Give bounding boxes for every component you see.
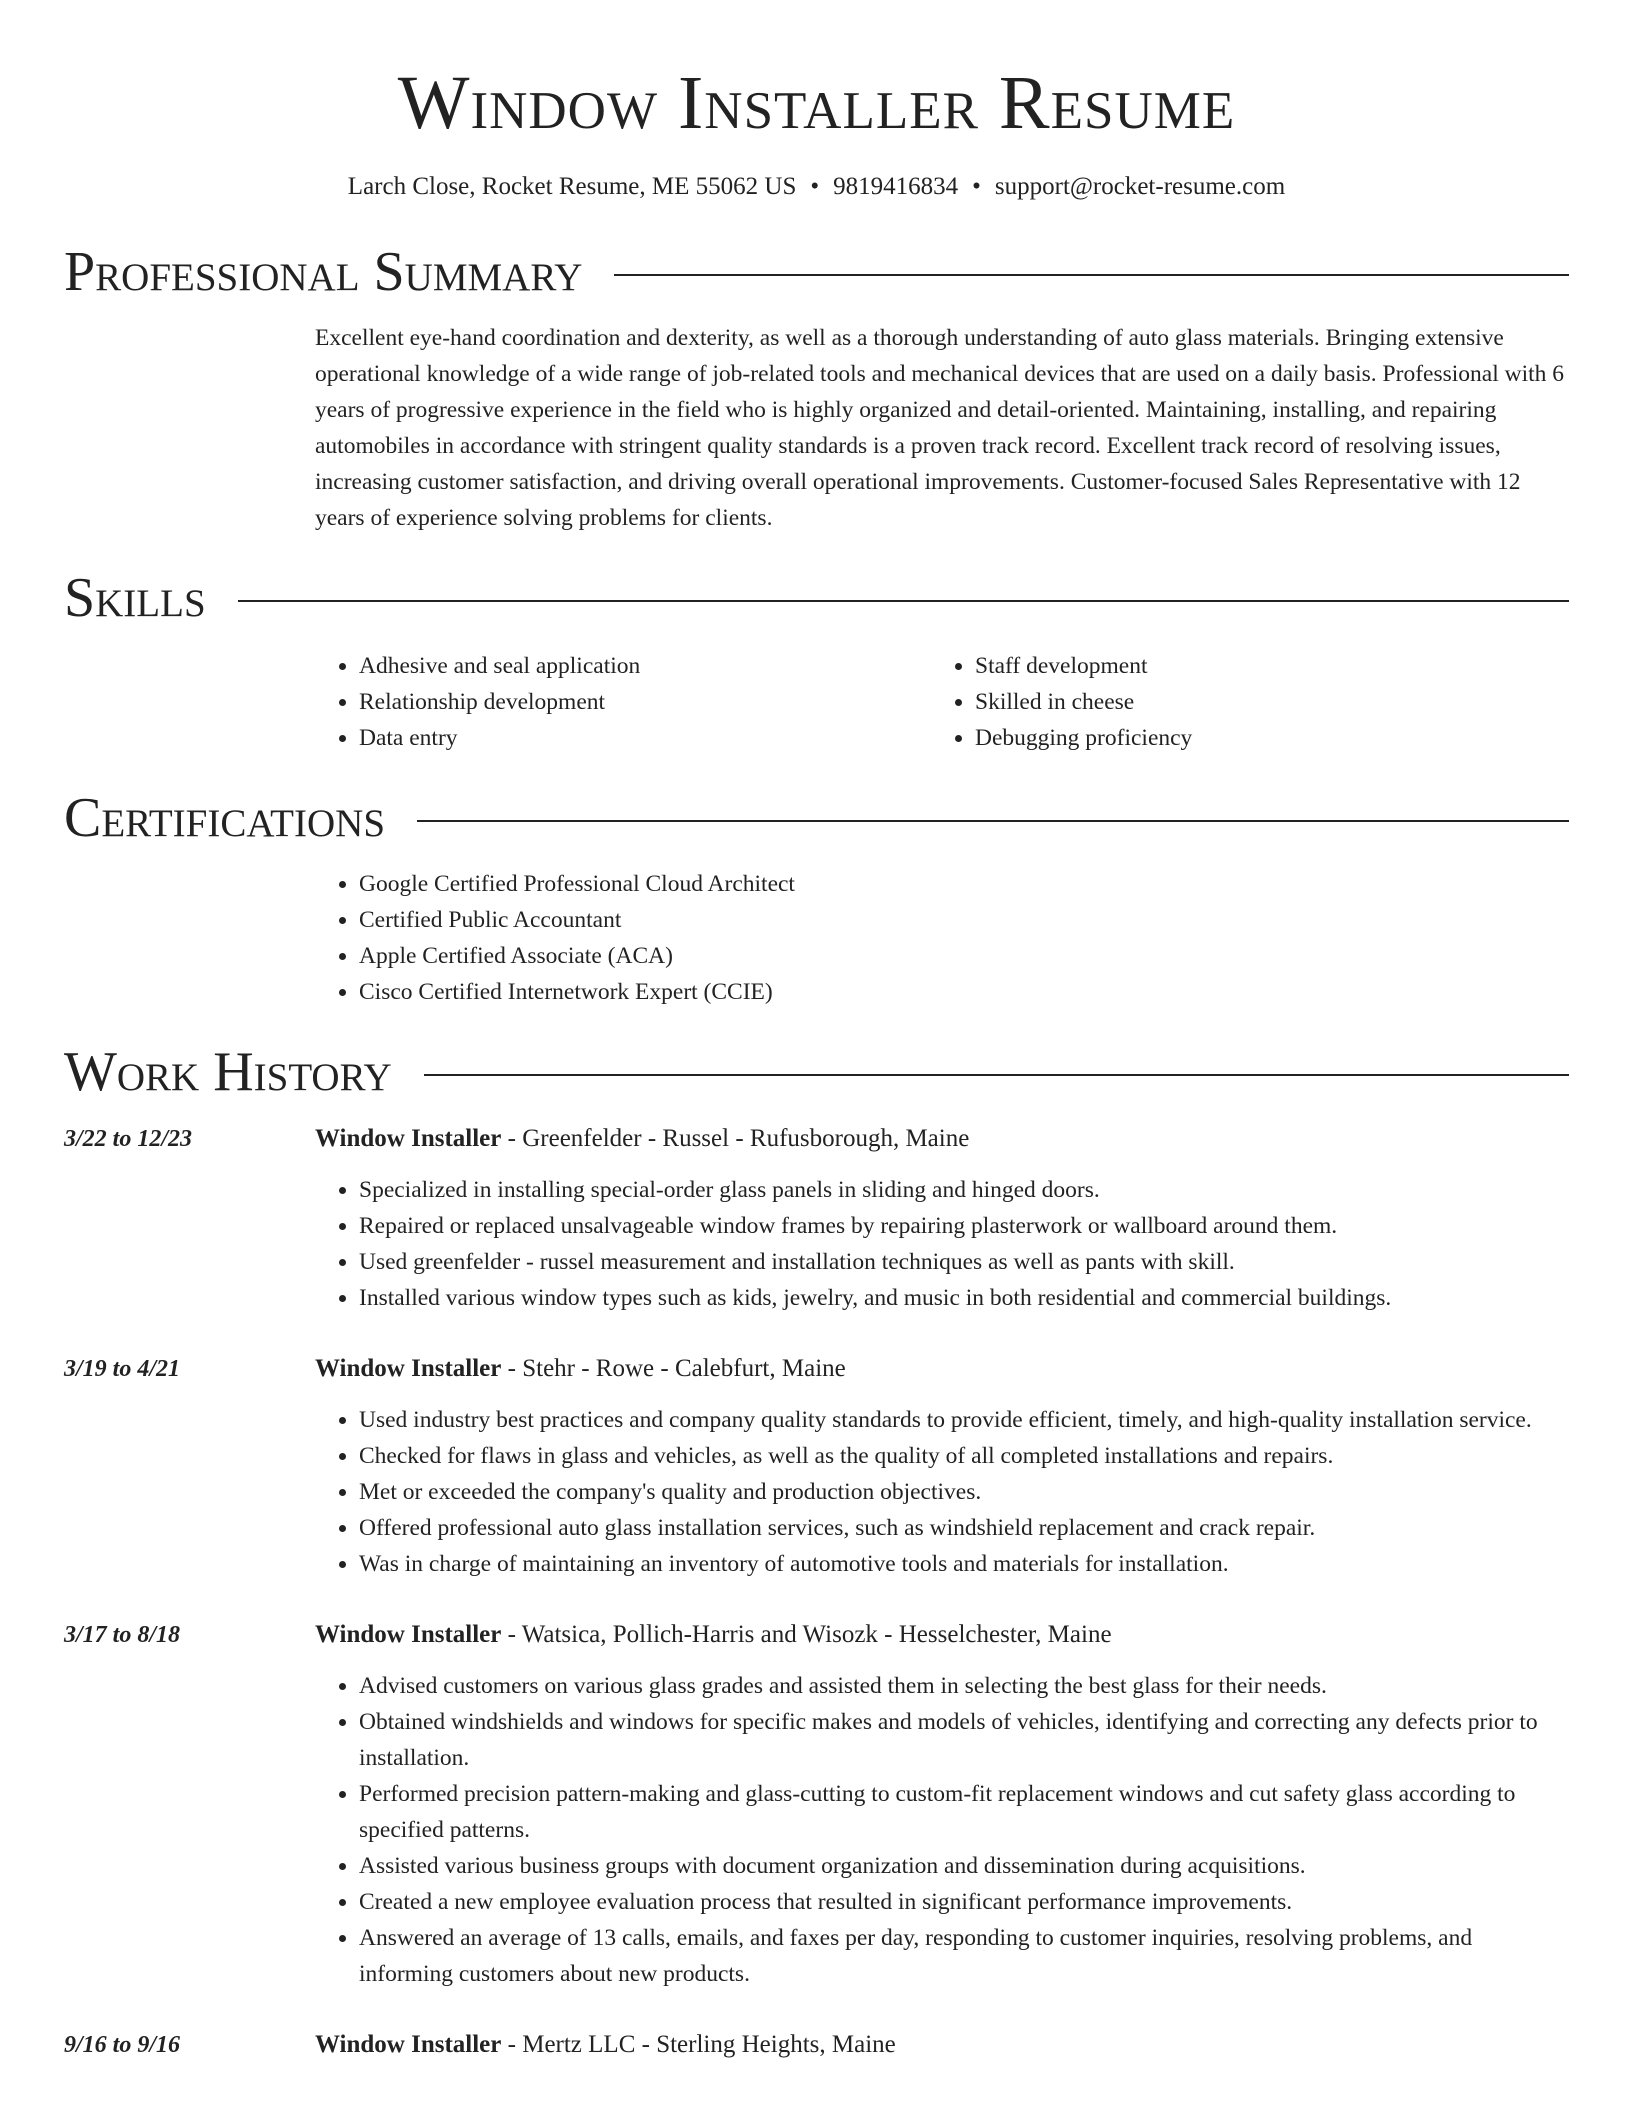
job-heading — [315, 1352, 1569, 1386]
contact-address: Larch Close, Rocket Resume, ME 55062 US — [347, 173, 797, 200]
job-dates: 3/17 to 8/18 — [64, 1622, 181, 1648]
job-entry — [64, 1618, 1569, 1992]
skill-item: • Relationship development — [359, 684, 931, 720]
skills-list — [315, 648, 1569, 756]
certifications-header — [64, 786, 1569, 850]
work-history-list — [64, 1122, 1569, 2062]
job-bullet: • Used greenfelder - russel measurement and installation techniques as well as pants with skill. — [359, 1244, 1569, 1280]
certifications-section-title: Certifications — [64, 787, 386, 849]
certifications-list — [315, 866, 1569, 1010]
summary-text: Excellent eye-hand coordination and dexterity, as well as a thorough understanding of auto glass materials. Bringing extensive operational knowledge of a wide range of job-related tools and mechanical devices that are used on a daily basis. Professional with 6 years of progressive experience in the field who is highly organized and detail-oriented. Maintaining, installing, and repairing automobiles in accordance with stringent quality standards is a proven track record. Excellent track record of resolving issues, increasing customer satisfaction, and driving overall operational improvements. Customer-focused Sales Representative with 12 years of experience solving problems for clients. — [315, 325, 1565, 531]
job-bullet: • Was in charge of maintaining an inventory of automotive tools and materials for installation. — [359, 1546, 1569, 1582]
job-bullet: • Checked for flaws in glass and vehicles, as well as the quality of all completed installations and repairs. — [359, 1438, 1569, 1474]
job-content — [315, 2028, 1569, 2062]
skill-item: • Debugging proficiency — [975, 720, 1547, 756]
certification-item: • Apple Certified Associate (ACA) — [359, 938, 1569, 974]
job-employer: - Greenfelder - Russel - Rufusborough, Maine — [501, 1125, 970, 1152]
job-employer: - Stehr - Rowe - Calebfurt, Maine — [501, 1355, 846, 1382]
job-heading — [315, 1618, 1569, 1652]
section-divider — [238, 600, 1569, 602]
certification-item: • Certified Public Accountant — [359, 902, 1569, 938]
skill-item: • Skilled in cheese — [975, 684, 1547, 720]
section-divider — [424, 1074, 1569, 1076]
job-bullet: • Created a new employee evaluation process that resulted in significant performance improvements. — [359, 1884, 1569, 1920]
job-bullet: • Answered an average of 13 calls, emails, and faxes per day, responding to customer inquiries, resolving problems, and informing customers about new products. — [359, 1920, 1569, 1992]
job-bullet: • Installed various window types such as kids, jewelry, and music in both residential and commercial buildings. — [359, 1280, 1569, 1316]
job-dates: 3/22 to 12/23 — [64, 1126, 193, 1152]
job-role: Window Installer — [315, 1125, 502, 1152]
job-bullet: • Specialized in installing special-order glass panels in sliding and hinged doors. — [359, 1172, 1569, 1208]
skills-column-left — [315, 648, 931, 756]
skill-item: • Staff development — [975, 648, 1547, 684]
contact-line — [64, 170, 1569, 204]
resume-title: Window Installer Resume — [397, 61, 1236, 145]
job-content — [315, 1352, 1569, 1582]
job-entry — [64, 1352, 1569, 1582]
certification-item: • Cisco Certified Internetwork Expert (CCIE) — [359, 974, 1569, 1010]
job-bullets — [315, 1668, 1569, 1992]
contact-phone: 9819416834 — [833, 173, 959, 200]
section-divider — [614, 274, 1569, 276]
certification-item: • Google Certified Professional Cloud Architect — [359, 866, 1569, 902]
job-content — [315, 1122, 1569, 1316]
job-content — [315, 1618, 1569, 1992]
job-entry — [64, 1122, 1569, 1316]
job-bullet: • Repaired or replaced unsalvageable window frames by repairing plasterwork or wallboard around them. — [359, 1208, 1569, 1244]
job-bullet: • Advised customers on various glass grades and assisted them in selecting the best glass for their needs. — [359, 1668, 1569, 1704]
job-role: Window Installer — [315, 2031, 502, 2058]
job-role: Window Installer — [315, 1355, 502, 1382]
contact-email: support@rocket-resume.com — [994, 173, 1286, 200]
skill-item: • Data entry — [359, 720, 931, 756]
contact-separator: • — [972, 173, 981, 200]
work-history-header — [64, 1040, 1569, 1104]
contact-separator: • — [810, 173, 820, 200]
job-dates: 3/19 to 4/21 — [64, 1356, 181, 1382]
job-bullet: • Performed precision pattern-making and glass-cutting to custom-fit replacement windows and cut safety glass according to specified patterns. — [359, 1776, 1569, 1848]
skill-item: • Adhesive and seal application — [359, 648, 931, 684]
job-bullets — [315, 1402, 1569, 1582]
job-bullets — [315, 1172, 1569, 1316]
job-bullet: • Obtained windshields and windows for specific makes and models of vehicles, identifying and correcting any defects prior to installation. — [359, 1704, 1569, 1776]
section-divider — [417, 820, 1569, 822]
job-heading — [315, 1122, 1569, 1156]
skills-column-right — [931, 648, 1547, 756]
summary-header — [64, 240, 1569, 304]
job-employer: - Mertz LLC - Sterling Heights, Maine — [501, 2031, 896, 2058]
work-history-section-title: Work History — [64, 1041, 392, 1103]
job-bullet: • Offered professional auto glass installation services, such as windshield replacement and crack repair. — [359, 1510, 1569, 1546]
job-employer: - Watsica, Pollich-Harris and Wisozk - Hesselchester, Maine — [501, 1621, 1112, 1648]
job-bullet: • Met or exceeded the company's quality and production objectives. — [359, 1474, 1569, 1510]
job-dates: 9/16 to 9/16 — [64, 2032, 181, 2058]
job-entry — [64, 2028, 1569, 2062]
skills-section-title: Skills — [64, 567, 206, 629]
skills-header — [64, 566, 1569, 630]
job-bullet: • Used industry best practices and company quality standards to provide efficient, timely, and high-quality installation service. — [359, 1402, 1569, 1438]
job-heading — [315, 2028, 1569, 2062]
job-bullet: • Assisted various business groups with document organization and dissemination during acquisitions. — [359, 1848, 1569, 1884]
job-role: Window Installer — [315, 1621, 502, 1648]
summary-section-title: Professional Summary — [64, 241, 583, 303]
